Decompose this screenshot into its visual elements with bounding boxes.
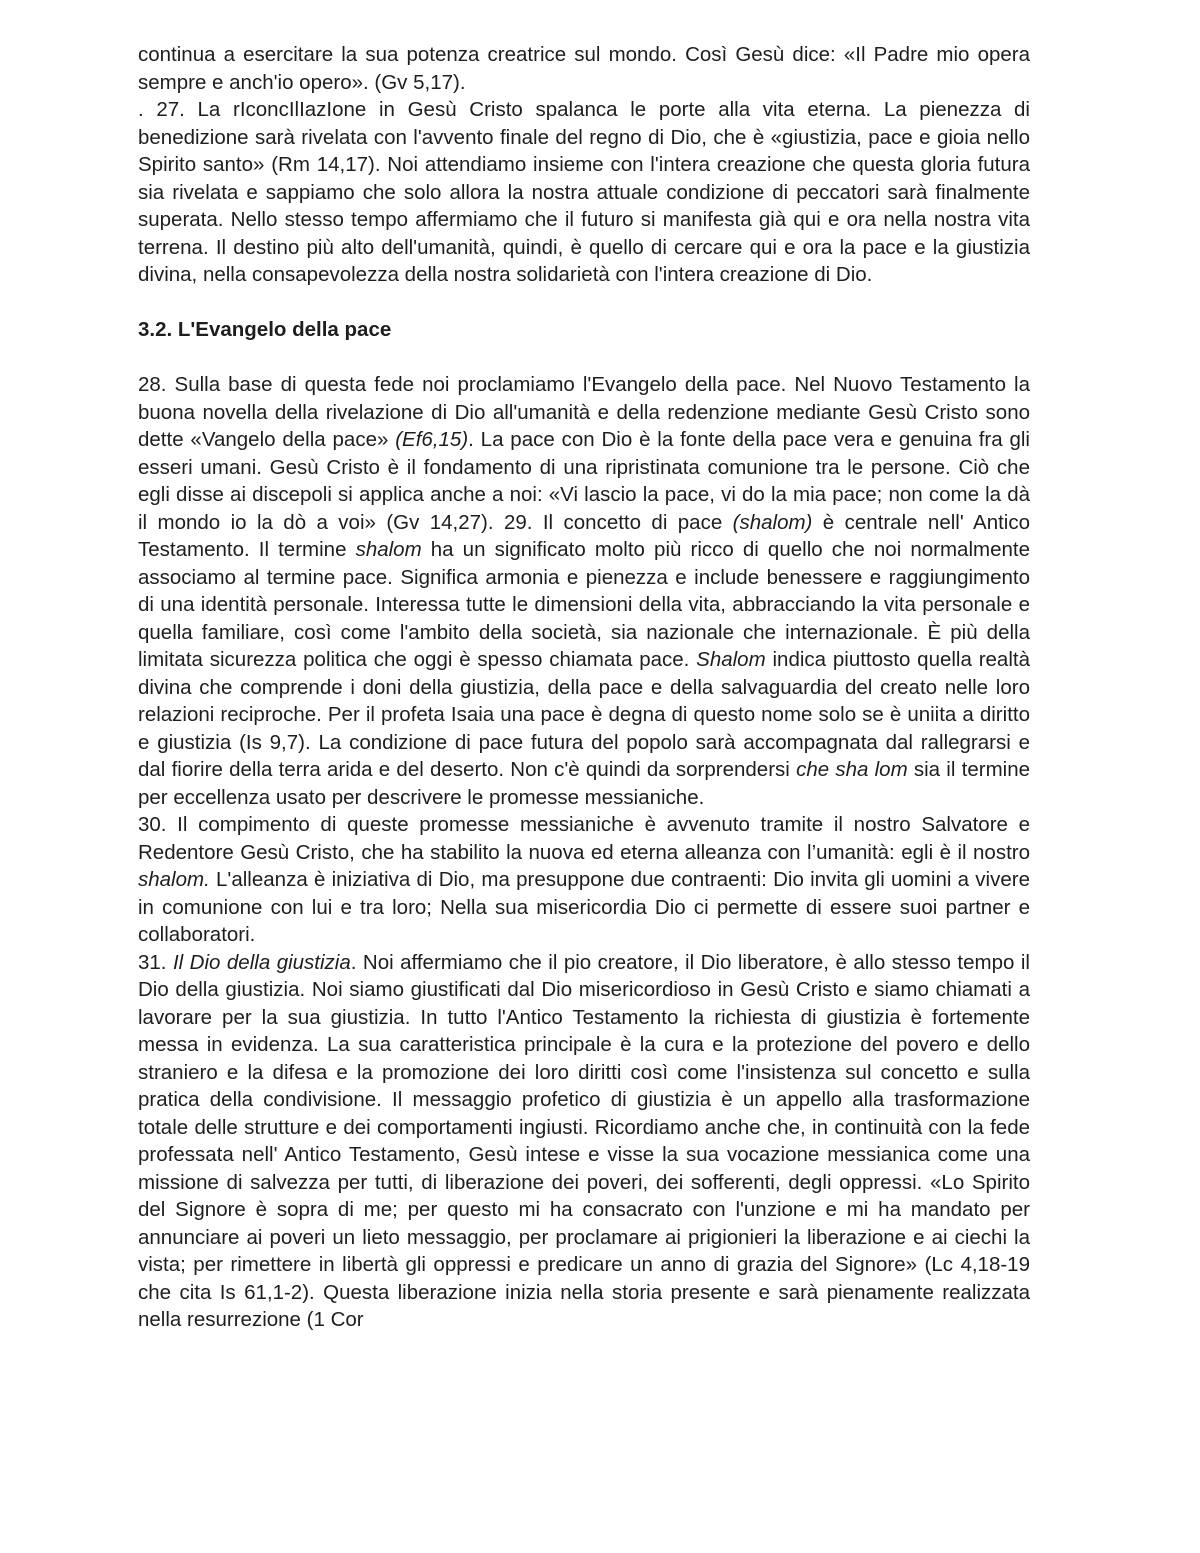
paragraph-text: 31. [138,950,173,974]
italic-text: che sha lom [796,758,908,781]
paragraphs-before-heading [138,41,1030,289]
paragraph-text: 28. Sulla base di questa fede noi proclamiamo l'Evangelo della pace. Nel Nuovo Testamento la buona novella della rivelazione di Dio all'umanità e della redenzione mediante Gesù Cristo sono dette «Vangelo della pace» [138,373,1030,451]
italic-text: shalom. [138,868,210,891]
paragraph-text: . 27. La rIconcIlIazIone in Gesù Cristo spalanca le porte alla vita eterna. La pienezza di benedizione sarà rivelata con l'avvento finale del regno di Dio, che è «giustizia, pace e gioia nello Spirito santo» (Rm 14,17). Noi attendiamo insieme con l'intera creazione che questa gloria futura sia rivelata e sappiamo che solo allora la nostra attuale condizione di peccatori sarà finalmente superata. Nello stesso tempo affermiamo che il futuro si manifesta già qui e ora nella nostra vita terrena. Il destino più alto dell'umanità, quindi, è quello di cercare qui e ora la pace e la giustizia divina, nella consapevolezza della nostra solidarietà con l'intera creazione di Dio. [138,98,1030,286]
paragraph-31 [138,949,1030,1334]
italic-text: Il Dio della giustizia [172,950,351,974]
paragraph-27 [138,96,1030,289]
paragraph-text: indica piuttosto quella realtà divina che comprende i doni della giustizia, della pace e della salvaguardia del creato nelle loro relazioni reciproche. Per il profeta Isaia una pace è degna di questo nome solo se è uniita a diritto e giustizia (Is 9,7). La condizione di pace futura del popolo sarà accompagnata dal rallegrarsi e dal fiorire della terra arida e del deserto. Non c'è quindi da sorprendersi [138,648,1030,781]
paragraph-text: sia il termine per eccellenza usato per descrivere le promesse messianiche. [138,758,1031,809]
paragraph-text: è centrale nell' Antico Testamento. Il termine [138,510,1030,561]
italic-text: Shalom [696,648,766,671]
paragraph-text: L'alleanza è iniziativa di Dio, ma presuppone due contraenti: Dio invita gli uomini a vivere in comunione con lui e tra loro; Nella sua misericordia Dio ci permette di essere suoi partner e collaboratori. [138,868,1030,946]
paragraph-text: 30. Il compimento di queste promesse messianiche è avvenuto tramite il nostro Salvatore e Redentore Gesù Cristo, che ha stabilito la nuova ed eterna alleanza con l’umanità: egli è il nostro [138,813,1030,864]
document-page [138,41,1030,1334]
italic-text: (Ef6,15) [395,428,469,451]
paragraph-text: . Noi affermiamo che il pio creatore, il Dio liberatore, è allo stesso tempo il Dio della giustizia. Noi siamo giustificati dal Dio misericordioso in Gesù Cristo e siamo chiamati a lavorare per la sua giustizia. In tutto l'Antico Testamento la richiesta di giustizia è fortemente messa in evidenza. La sua caratteristica principale è la cura e la protezione del povero e dello straniero e la difesa e la promozione dei loro diritti così come l'insistenza sul concetto e sulla pratica della condivisione. Il messaggio profetico di giustizia è un appello alla trasformazione totale delle strutture e dei comportamenti ingiusti. Ricordiamo anche che, in continuità con la fede professata nell' Antico Testamento, Gesù intese e visse la sua vocazione messianica come una missione di salvezza per tutti, di liberazione dei poveri, dei sofferenti, degli oppressi. «Lo Spirito del Signore è sopra di me; per questo mi ha consacrato con l'unzione e mi ha mandato per annunciare ai poveri un lieto messaggio, per proclamare ai prigionieri la liberazione e ai ciechi la vista; per rimettere in libertà gli oppressi e predicare un anno di grazia del Signore» (Lc 4,18-19 che cita Is 61,1-2). Questa liberazione inizia nella storia presente e sarà pienamente realizzata nella resurrezione (1 Cor [138,950,1030,1331]
paragraph-text: continua a esercitare la sua potenza creatrice sul mondo. Così Gesù dice: «Il Padre mio opera sempre e anch'io opero». (Gv 5,17). [138,43,1030,94]
paragraph-cont [138,41,1030,96]
paragraph-30 [138,811,1030,949]
italic-text: (shalom) [732,510,813,534]
paragraph-text: . La pace con Dio è la fonte della pace vera e genuina fra gli esseri umani. Gesù Cristo è il fondamento di una ripristinata comunione tra le persone. Ciò che egli disse ai discepoli si applica anche a noi: «Vi lascio la pace, vi do la mia pace; non come la dà il mondo io la dò a voi» (Gv 14,27). 29. Il concetto di pace [138,428,1030,534]
paragraphs-after-heading [138,371,1030,1334]
paragraph-28 [138,371,1030,811]
section-heading: 3.2. L'Evangelo della pace [138,318,392,341]
italic-text: shalom [355,538,422,561]
paragraph-text: ha un significato molto più ricco di quello che noi normalmente associamo al termine pace. Significa armonia e pienezza e include benessere e raggiungimento di una identità personale. Interessa tutte le dimensioni della vita, abbracciando la vita personale e quella familiare, così come l'ambito della società, sia nazionale che internazionale. È più della limitata sicurezza politica che oggi è spesso chiamata pace. [138,538,1030,671]
